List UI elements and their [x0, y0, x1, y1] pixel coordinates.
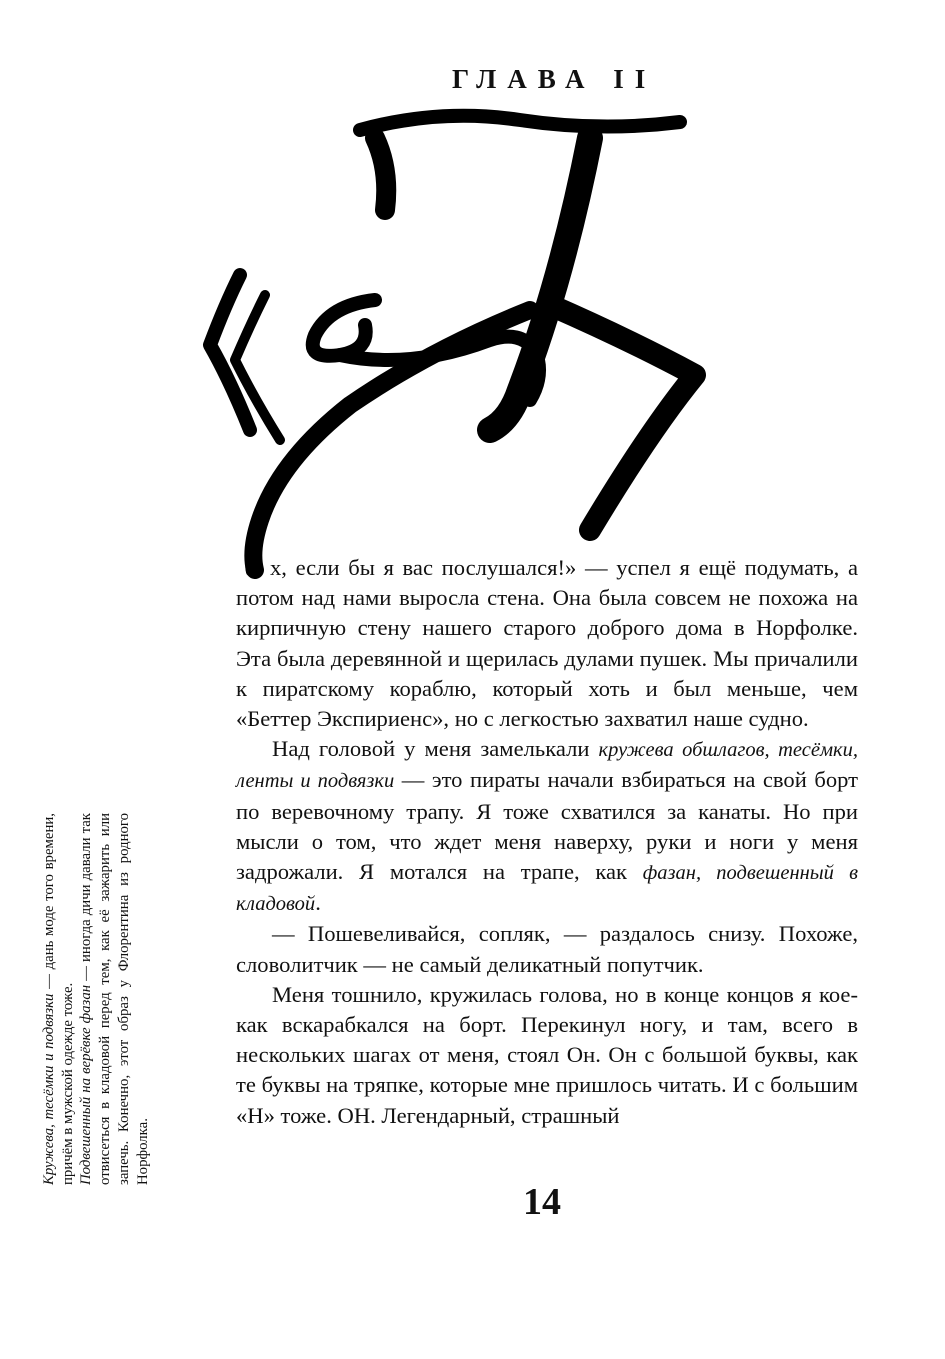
paragraph-2: Над головой у меня замелькали кружева обшлагов, тесёмки, ленты и подвязки — это пираты начали взбираться на свой борт по веревочному трапу. Я тоже схватился за канаты. Но при мысли о том, что ждет меня наверху, руки и ноги у меня задрожали. Я мотался на трапе, как фазан, подвешенный в кладовой. [236, 736, 859, 916]
page-number: 14 [523, 1181, 561, 1223]
decorative-drop-cap [190, 100, 720, 580]
paragraph-1: х, если бы я вас послушался!» — успел я ещё подумать, а потом над нами выросла стена. Она была совсем не похожа на кирпичную стену нашего старого доброго дома в Норфолке. Эта была деревянной и щерилась дулами пушек. Мы причалили к пиратскому кораблю, который хоть и был меньше, чем «Беттер Экспириенс», но с легкостью захватил наше судно. [236, 555, 858, 732]
margin-note-1: Кружева, тесёмки и подвязки — дань моде того времени, причём в мужской одежде тоже. [41, 813, 76, 1185]
margin-note [40, 813, 152, 1185]
paragraph-4: Меня тошнило, кружилась голова, но в конце концов я кое-как вскарабкался на борт. Перекинул ногу, и там, всего в нескольких шагах от меня, стоял Он. Он с большой буквы, как те буквы на тряпке, которые мне пришлось читать. И с большим «Н» тоже. ОН. Легендарный, страшный [236, 981, 858, 1128]
paragraph-3: — Пошевеливайся, сопляк, — раздалось снизу. Похоже, словолитчик — не самый деликатный попутчик. [236, 921, 858, 977]
body-text [236, 553, 858, 1131]
margin-note-2: Подвешенный на верёвке фазан — иногда дичи давали так отвисеться в кладовой перед тем, как её зажарить или запечь. Конечно, этот образ у Флорентина из родного Норфолка. [78, 813, 151, 1185]
chapter-heading: ГЛАВА II [452, 64, 657, 94]
